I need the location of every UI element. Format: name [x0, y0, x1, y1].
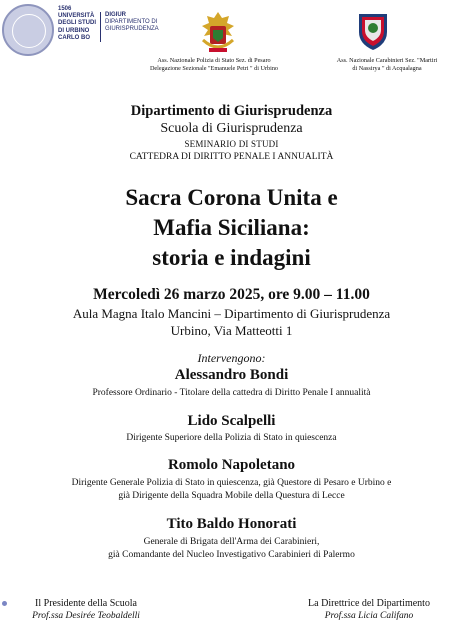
speaker-role: Professore Ordinario - Titolare della cattedra di Diritto Penale I annualità	[92, 388, 371, 398]
speaker-name: Tito Baldo Honorati	[166, 516, 297, 532]
university-name: 1506 UNIVERSITÀ DEGLI STUDI DI URBINO CARLO BO	[58, 6, 97, 41]
event-title: Sacra Corona Unita e Mafia Siciliana: storia e indagini	[125, 185, 338, 270]
carabinieri-association-emblem	[356, 10, 390, 52]
cattedra-label: CATTEDRA DI DIRITTO PENALE I ANNUALITÀ	[129, 152, 334, 162]
signature-school-president: Il Presidente della Scuola Prof.ssa Desirée Teobaldelli	[32, 598, 140, 621]
seminar-label: SEMINARIO DI STUDI	[184, 139, 279, 149]
speaker-name: Romolo Napoletano	[167, 457, 296, 473]
event-date-time: Mercoledì 26 marzo 2025, ore 9.00 – 11.00	[93, 286, 370, 303]
speakers-heading: Intervengono:	[197, 351, 266, 365]
school-name: Scuola di Giurisprudenza	[160, 121, 303, 136]
signature-department-director: La Direttrice del Dipartimento Prof.ssa Licia Califano	[308, 598, 430, 621]
speaker-name: Alessandro Bondi	[174, 367, 289, 383]
event-location: Aula Magna Italo Mancini – Dipartimento di Giurisprudenza Urbino, Via Matteotti 1	[72, 306, 391, 338]
speaker-role: Dirigente Generale Polizia di Stato in quiescenza, già Questore di Pesaro e Urbino e già Dirigente della Squadra Mobile della Questura di Lecce	[71, 478, 392, 501]
department-logo-text: DIGIUR DIPARTIMENTO DI GIURISPRUDENZA	[105, 12, 159, 33]
speaker-name: Lido Scalpelli	[187, 413, 276, 429]
police-association-caption: Ass. Nazionale Polizia di Stato Sez. di Pesaro Delegazione Sezionale "Emanuele Petri " di Urbino	[149, 57, 279, 72]
logo-divider	[100, 12, 101, 42]
department-title: Dipartimento di Giurisprudenza	[130, 103, 333, 119]
university-seal-logo	[2, 4, 54, 56]
university-year: 1506	[58, 6, 72, 12]
speaker-role: Generale di Brigata dell'Arma dei Carabinieri, già Comandante del Nucleo Investigativo Carabinieri di Palermo	[108, 537, 355, 560]
police-association-emblem	[199, 10, 237, 56]
carabinieri-association-caption: Ass. Nazionale Carabinieri Sez. "Martiri di Nassirya " di Acqualagna	[336, 57, 438, 72]
speaker-role: Dirigente Superiore della Polizia di Stato in quiescenza	[126, 433, 337, 443]
